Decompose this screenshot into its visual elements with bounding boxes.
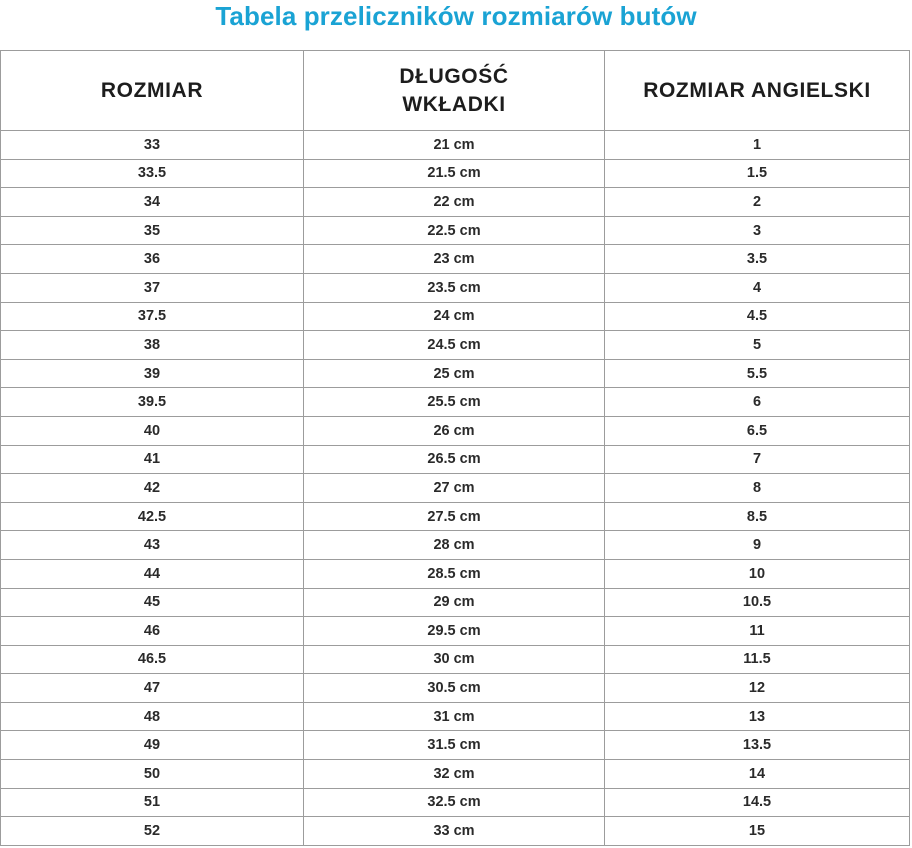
table-row — [1, 760, 910, 789]
cell-insole-length: 28 cm — [304, 531, 605, 560]
cell-uk-size: 6.5 — [605, 416, 910, 445]
table-row — [1, 788, 910, 817]
cell-insole-length: 29.5 cm — [304, 617, 605, 646]
cell-eu-size: 33.5 — [1, 159, 304, 188]
cell-uk-size: 13 — [605, 702, 910, 731]
cell-insole-length: 23.5 cm — [304, 273, 605, 302]
table-row — [1, 474, 910, 503]
cell-insole-length: 33 cm — [304, 817, 605, 846]
table-row — [1, 702, 910, 731]
table-row — [1, 817, 910, 846]
cell-insole-length: 22.5 cm — [304, 216, 605, 245]
cell-eu-size: 40 — [1, 416, 304, 445]
cell-uk-size: 3.5 — [605, 245, 910, 274]
cell-uk-size: 14 — [605, 760, 910, 789]
cell-insole-length: 31 cm — [304, 702, 605, 731]
cell-eu-size: 41 — [1, 445, 304, 474]
cell-uk-size: 8 — [605, 474, 910, 503]
table-row — [1, 588, 910, 617]
table-row — [1, 388, 910, 417]
header-rozmiar: ROZMIAR — [1, 51, 304, 131]
header-dlugosc-line2: WKŁADKI — [402, 92, 506, 116]
table-row — [1, 331, 910, 360]
table-row — [1, 445, 910, 474]
cell-uk-size: 10 — [605, 559, 910, 588]
cell-eu-size: 34 — [1, 188, 304, 217]
cell-insole-length: 21 cm — [304, 131, 605, 160]
cell-eu-size: 52 — [1, 817, 304, 846]
cell-uk-size: 1 — [605, 131, 910, 160]
cell-insole-length: 25 cm — [304, 359, 605, 388]
table-row — [1, 617, 910, 646]
cell-uk-size: 14.5 — [605, 788, 910, 817]
cell-insole-length: 32 cm — [304, 760, 605, 789]
table-row — [1, 645, 910, 674]
table-row — [1, 559, 910, 588]
cell-insole-length: 22 cm — [304, 188, 605, 217]
table-row — [1, 531, 910, 560]
header-dlugosc-line1: DŁUGOŚĆ — [399, 64, 509, 88]
cell-eu-size: 46 — [1, 617, 304, 646]
cell-eu-size: 39 — [1, 359, 304, 388]
cell-eu-size: 50 — [1, 760, 304, 789]
cell-uk-size: 4.5 — [605, 302, 910, 331]
cell-uk-size: 3 — [605, 216, 910, 245]
cell-uk-size: 5 — [605, 331, 910, 360]
cell-uk-size: 13.5 — [605, 731, 910, 760]
cell-uk-size: 7 — [605, 445, 910, 474]
cell-eu-size: 46.5 — [1, 645, 304, 674]
header-rozmiar-angielski: ROZMIAR ANGIELSKI — [605, 51, 910, 131]
cell-insole-length: 26 cm — [304, 416, 605, 445]
cell-eu-size: 42 — [1, 474, 304, 503]
header-dlugosc-wkladki — [304, 51, 605, 131]
cell-insole-length: 28.5 cm — [304, 559, 605, 588]
cell-uk-size: 15 — [605, 817, 910, 846]
cell-eu-size: 47 — [1, 674, 304, 703]
cell-uk-size: 2 — [605, 188, 910, 217]
table-row — [1, 302, 910, 331]
cell-uk-size: 10.5 — [605, 588, 910, 617]
cell-eu-size: 42.5 — [1, 502, 304, 531]
cell-eu-size: 48 — [1, 702, 304, 731]
cell-uk-size: 6 — [605, 388, 910, 417]
cell-uk-size: 4 — [605, 273, 910, 302]
cell-insole-length: 31.5 cm — [304, 731, 605, 760]
cell-eu-size: 33 — [1, 131, 304, 160]
table-row — [1, 216, 910, 245]
cell-eu-size: 38 — [1, 331, 304, 360]
cell-insole-length: 21.5 cm — [304, 159, 605, 188]
cell-insole-length: 29 cm — [304, 588, 605, 617]
table-row — [1, 159, 910, 188]
cell-eu-size: 37.5 — [1, 302, 304, 331]
table-row — [1, 245, 910, 274]
cell-uk-size: 11.5 — [605, 645, 910, 674]
cell-insole-length: 23 cm — [304, 245, 605, 274]
cell-eu-size: 51 — [1, 788, 304, 817]
table-row — [1, 674, 910, 703]
cell-eu-size: 39.5 — [1, 388, 304, 417]
cell-eu-size: 37 — [1, 273, 304, 302]
cell-uk-size: 12 — [605, 674, 910, 703]
cell-uk-size: 5.5 — [605, 359, 910, 388]
cell-eu-size: 35 — [1, 216, 304, 245]
cell-uk-size: 11 — [605, 617, 910, 646]
cell-uk-size: 8.5 — [605, 502, 910, 531]
table-row — [1, 416, 910, 445]
cell-eu-size: 36 — [1, 245, 304, 274]
cell-insole-length: 25.5 cm — [304, 388, 605, 417]
table-row — [1, 131, 910, 160]
cell-insole-length: 27.5 cm — [304, 502, 605, 531]
cell-insole-length: 24 cm — [304, 302, 605, 331]
cell-insole-length: 24.5 cm — [304, 331, 605, 360]
table-row — [1, 502, 910, 531]
cell-insole-length: 27 cm — [304, 474, 605, 503]
cell-insole-length: 32.5 cm — [304, 788, 605, 817]
cell-eu-size: 45 — [1, 588, 304, 617]
table-header-row — [1, 51, 910, 131]
cell-uk-size: 9 — [605, 531, 910, 560]
table-body — [1, 131, 910, 846]
table-row — [1, 188, 910, 217]
table-row — [1, 273, 910, 302]
table-row — [1, 731, 910, 760]
cell-insole-length: 30 cm — [304, 645, 605, 674]
cell-eu-size: 43 — [1, 531, 304, 560]
cell-eu-size: 44 — [1, 559, 304, 588]
table-row — [1, 359, 910, 388]
cell-eu-size: 49 — [1, 731, 304, 760]
cell-insole-length: 26.5 cm — [304, 445, 605, 474]
cell-uk-size: 1.5 — [605, 159, 910, 188]
cell-insole-length: 30.5 cm — [304, 674, 605, 703]
page-title: Tabela przeliczników rozmiarów butów — [215, 1, 697, 31]
size-conversion-table — [0, 50, 910, 846]
